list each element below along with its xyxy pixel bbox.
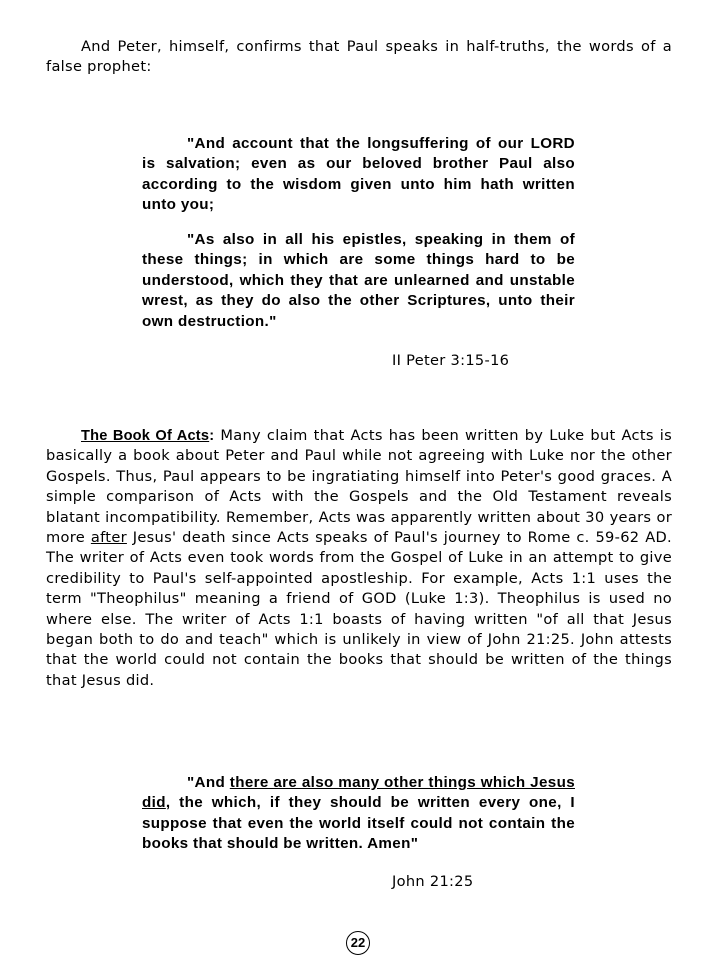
quote-peter-part1: "And account that the longsuffering of our LORD is salvation; even as our beloved brother Paul also according to the wisdom given unto him hath written unto you; [142, 135, 575, 214]
page-number: 22 [346, 931, 370, 955]
citation-peter: II Peter 3:15-16 [392, 352, 510, 369]
citation-john: John 21:25 [392, 873, 474, 890]
intro-paragraph: And Peter, himself, confirms that Paul speaks in half-truths, the words of a false prophet: [46, 38, 672, 76]
quote-underlined-phrase: there are also many other things which Jesus did [142, 774, 575, 812]
quote-john: "And there are also many other things which Jesus did, the which, if they should be written every one, I suppose that even the world itself could not contain the books that should be written. Amen" [142, 774, 575, 853]
emphasis-after: after [90, 529, 127, 547]
section-heading: The Book Of Acts [81, 428, 210, 444]
acts-paragraph: The Book Of Acts: Many claim that Acts has been written by Luke but Acts is basically a book about Peter and Paul while not agreeing with Luke nor the other Gospels. Thus, Paul appears to be ingratiating himself into Peter's good graces. A simple comparison of Acts with the Gospels and the Old Testament reveals blatant incompatibility. Remember, Acts was apparently written about 30 years or more after Jesus' death since Acts speaks of Paul's journey to Rome c. 59-62 AD. The writer of Acts even took words from the Gospel of Luke in an attempt to give credibility to Paul's self-appointed apostleship. For example, Acts 1:1 uses the term "Theophilus" meaning a friend of GOD (Luke 1:3). Theophilus is used no where else. The writer of Acts 1:1 boasts of having written "of all that Jesus began both to do and teach" which is unlikely in view of John 21:25. John attests that the world could not contain the books that should be written of the things that Jesus did. [46, 427, 672, 689]
quote-peter-part2: "As also in all his epistles, speaking in them of these things; in which are some things hard to be understood, which they that are unlearned and unstable wrest, as they do also the other Scriptures, unto their own destruction." [142, 231, 575, 330]
